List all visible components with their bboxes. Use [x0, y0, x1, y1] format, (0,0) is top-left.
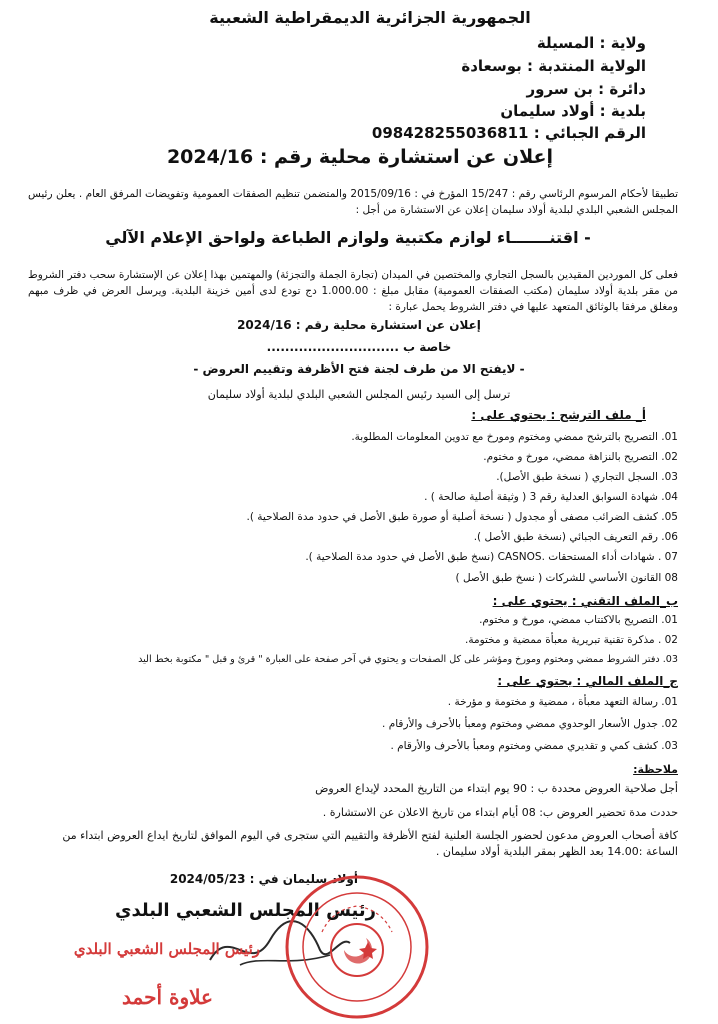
- candidacy-item: 03. السجل التجاري ( نسخة طبق الأصل).: [496, 471, 678, 483]
- candidacy-title: أ_ ملف الترشح : يحتوي على :: [471, 408, 646, 422]
- note-preparation: حددت مدة تحضير العروض ب: 08 أيام ابتداء من تاريخ الاعلان عن الاستشارة .: [322, 806, 678, 819]
- invitation-paragraph: فعلى كل الموردين المقيدين بالسجل التجاري والمختصين في الميدان (تجارة الجملة والتجزئة) والمهتمين بهذا إعلان عن الإستشارة سحب دفتر الشروط من مقر بلدية أولاد سليمان (مكتب الصفقات العمومية) مقابل مبلغ : 1.000.00 دج تودع لدى أمين خزينة البلدية. ويرسل العرض في ظرف مبهم ومغلق مرفقا بالوثائق المتعهد عليها في دفتر الشروط يحمل عبارة :: [28, 269, 678, 313]
- intro-paragraph: تطبيقا لأحكام المرسوم الرئاسي رقم : 15/247 المؤرخ في : 2015/09/16 والمتضمن تنظيم الصفقات العمومية وتفويضات المرفق العام . يعلن رئيس المجلس الشعبي البلدي لبلدية أولاد سليمان إعلان عن الاستشارة من أجل :: [28, 188, 678, 216]
- candidacy-item: 04. شهادة السوابق العدلية رقم 3 ( وثيقة أصلية صالحة ) .: [424, 491, 678, 503]
- candidacy-item: 08 القانون الأساسي للشركات ( نسخ طبق الأصل ): [455, 572, 678, 584]
- commune-line: بلدية : أولاد سليمان: [500, 102, 646, 120]
- note-validity: أجل صلاحية العروض محددة ب : 90 يوم ابتداء من التاريخ المحدد لإيداع العروض: [315, 782, 678, 795]
- place-date: أولاد سليمان في : 2024/05/23: [169, 872, 358, 886]
- candidacy-item: 01. التصريح بالترشح ممضي ومختوم ومورخ مع تدوين المعلومات المطلوبة.: [351, 431, 678, 443]
- financial-title: ج_الملف المالي : يحتوي على :: [497, 674, 678, 688]
- candidacy-item: 07 . شهادات أداء المستحقات .CASNOS (نسخ طبق الأصل في حدود مدة الصلاحية ).: [305, 551, 678, 563]
- technical-item: 01. التصريح بالاكتتاب ممضي، مورخ و مختوم.: [479, 614, 678, 626]
- envelope-special: خاصة ب .............................: [266, 340, 452, 354]
- official-seal: [282, 872, 432, 1022]
- wilaya-line: ولاية : المسيلة: [536, 34, 646, 52]
- technical-item: 03. دفتر الشروط ممضي ومختوم ومورخ ومؤشر على كل الصفحات و يحتوي في آخر صفحة على العبارة " قرئ و قبل " مكتوبة بخط اليد: [138, 654, 678, 665]
- financial-item: 01. رسالة التعهد معبأة ، ممضية و مختومة و مؤرخة .: [447, 696, 678, 708]
- candidacy-item: 06. رقم التعريف الجبائي (نسخة طبق الأصل ).: [473, 531, 678, 543]
- financial-item: 02. جدول الأسعار الوحدوي ممضي ومختوم ومعبأ بالأحرف والأرقام .: [382, 718, 678, 730]
- tax-id-label: الرقم الجبائي :: [533, 124, 646, 142]
- tax-id-line: [372, 124, 646, 142]
- tax-id-value: 098428255036811: [371, 124, 529, 142]
- president-title: رئيس المجلس الشعبي البلدي: [115, 900, 376, 921]
- delegated-wilaya-line: الولاية المنتدبة : بوسعادة: [461, 57, 646, 75]
- technical-item: 02 . مذكرة تقنية تبريرية معبأة ممضية و مختومة.: [464, 634, 678, 646]
- subject-line: - اقتنـــــــاء لوازم مكتبية ولوازم الطباعة ولواحق الإعلام الآلي: [105, 228, 591, 247]
- envelope-recipient: ترسل إلى السيد رئيس المجلس الشعبي البلدي لبلدية أولاد سليمان: [207, 388, 511, 401]
- technical-title: ب_الملف التقني : يحتوي على :: [492, 594, 678, 608]
- daira-line: دائرة : بن سرور: [526, 80, 646, 98]
- stamp-name: علاوة أحمد: [122, 985, 213, 1009]
- republic-title: الجمهورية الجزائرية الديمقراطية الشعبية: [209, 8, 531, 27]
- notes-title: ملاحظة:: [633, 763, 678, 776]
- stamp-president-title: رئيس المجلس الشعبي البلدي: [73, 940, 260, 958]
- candidacy-item: 05. كشف الضرائب مصفى أو مجدول ( نسخة أصلية أو صورة طبق الأصل في حدود مدة الصلاحية ).: [246, 511, 678, 523]
- financial-item: 03. كشف كمي و تقديري ممضي ومختوم ومعبأ بالأحرف والأرقام .: [390, 740, 678, 752]
- candidacy-item: 02. التصريح بالنزاهة ممضي، مورخ و مختوم.: [483, 451, 678, 463]
- announcement-title: إعلان عن استشارة محلية رقم : 2024/16: [166, 146, 554, 168]
- note-opening-session: كافة أصحاب العروض مدعون لحضور الجلسة العلنية لفتح الأظرفة والتقييم التي ستجرى في اليوم الموافق لتاريخ ايداع العروض ابتداء من الساعة :14.00 بعد الظهر بمقر البلدية أولاد سليمان .: [62, 829, 678, 858]
- envelope-notice: - لايفتح الا من طرف لجنة فتح الأظرفة وتقييم العروض -: [193, 362, 525, 376]
- envelope-title: إعلان عن استشارة محلية رقم : 2024/16: [237, 318, 481, 332]
